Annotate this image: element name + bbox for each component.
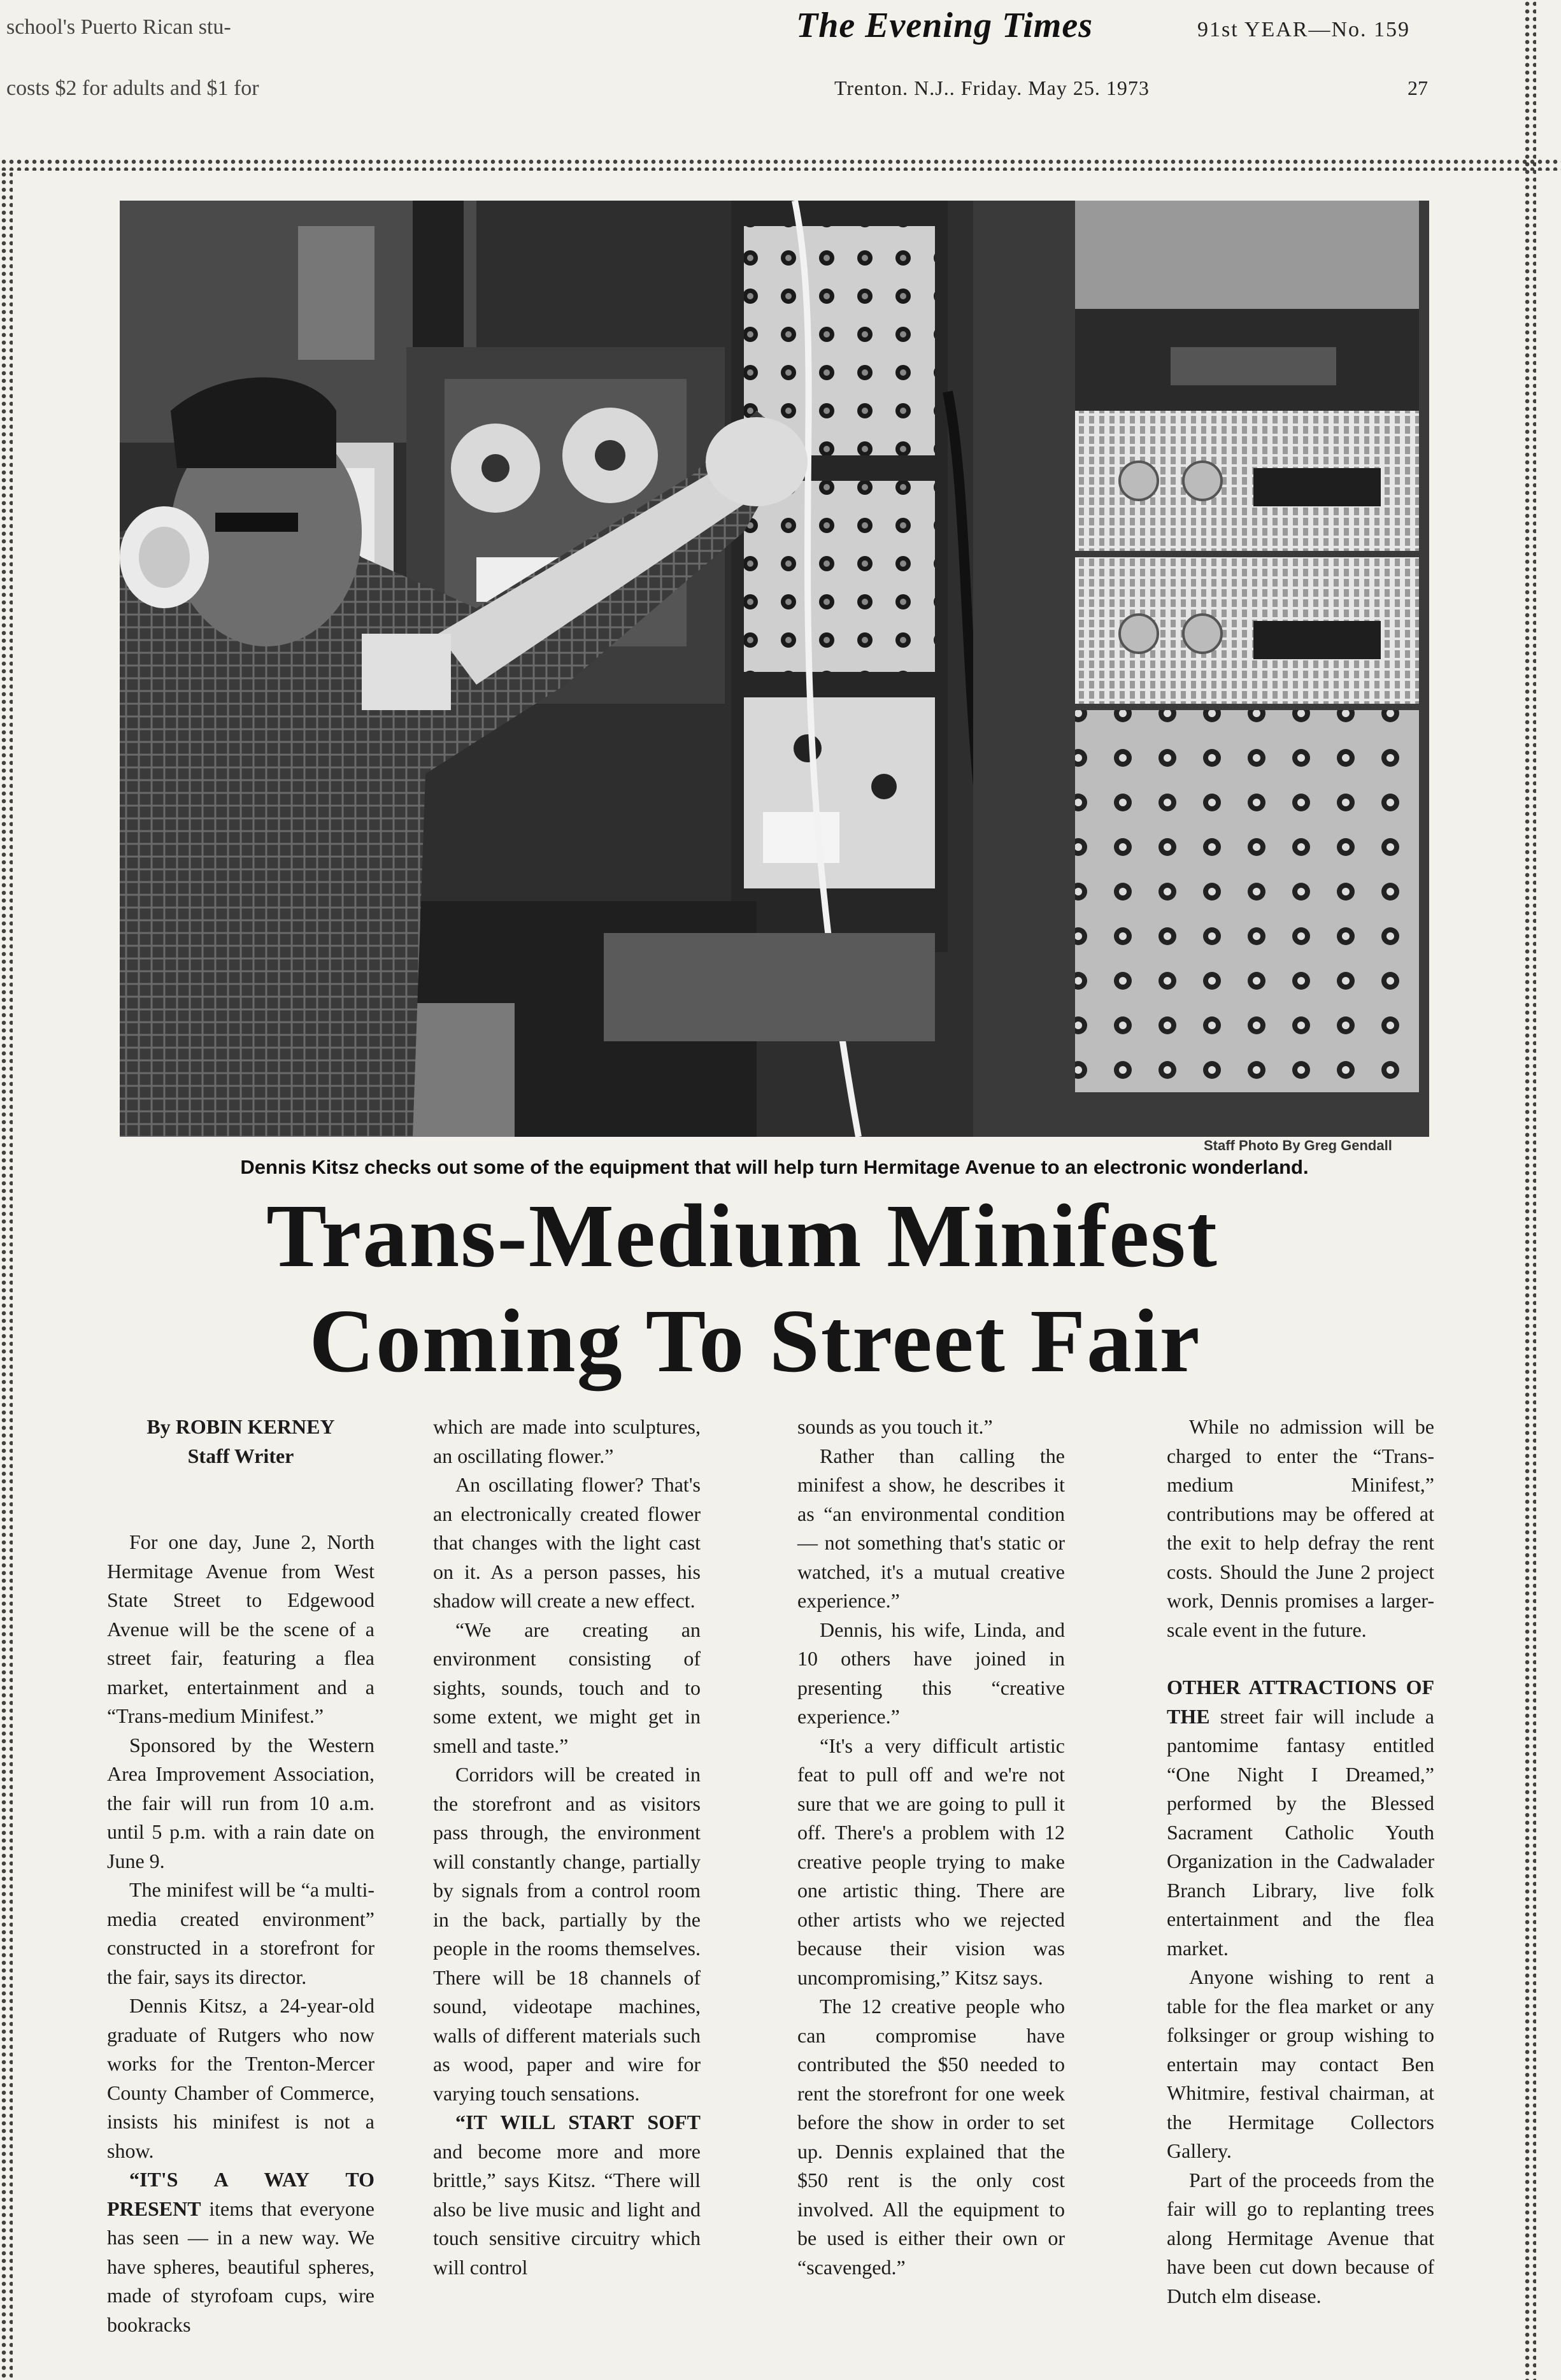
dotted-border-right (1523, 0, 1536, 2380)
fragment-line-1: school's Puerto Rican stu- (6, 15, 231, 39)
paragraph: Dennis, his wife, Linda, and 10 others have joined in presenting this “creative experience.” (797, 1618, 1065, 1728)
paragraph: “We are creating an environment consisting of sights, sounds, touch and to some extent, we might get in smell and taste.” (433, 1618, 701, 1757)
dateline: Trenton. N.J.. Friday. May 25. 1973 (834, 76, 1150, 99)
subhead-lead: “IT'S A WAY TO PRESENT (107, 2168, 374, 2220)
paragraph: “It's a very difficult artistic feat to pull off and we're not sure that we are going to pull it off. There's a problem with 12 creative people trying to make one artistic thing. There are other artists who we rejected because their vision was uncompromising,” Kitsz says. (797, 1734, 1065, 1989)
paragraph-text: and become more and more brittle,” says Kitsz. “There will also be live music and light and touch sensitive circuitry which will control (433, 2139, 701, 2279)
paragraph: Sponsored by the Western Area Improvement Association, the fair will run from 10 a.m. until 5 p.m. with a rain date on June 9. (107, 1733, 374, 1872)
paragraph-text: items that everyone has seen — in a new way. We have spheres, beautiful spheres, made of styrofoam cups, wire bookracks (107, 2197, 374, 2336)
subhead-lead: OTHER ATTRACTIONS OF THE (1167, 1676, 1434, 1728)
article-column-3 (797, 1413, 1065, 2282)
photo-caption: Dennis Kitsz checks out some of the equipment that will help turn Hermitage Avenue to an electronic wonderland. (240, 1156, 1309, 1178)
subhead-lead: “IT WILL START SOFT (455, 2111, 701, 2134)
paragraph: which are made into sculptures, an oscillating flower.” (433, 1415, 701, 1467)
paragraph: Dennis Kitsz, a 24-year-old graduate of Rutgers who now works for the Trenton-Mercer County Chamber of Commerce, insists his minifest is not a show. (107, 1994, 374, 2162)
byline-name: By ROBIN KERNEY (146, 1415, 335, 1438)
dotted-border-top (0, 158, 1561, 171)
newspaper-title: The Evening Times (796, 6, 1094, 45)
issue-number: 91st YEAR—No. 159 (1197, 18, 1411, 41)
paragraph: While no admission will be charged to enter the “Trans-medium Minifest,” contributions may be offered at the exit to help defray the rent costs. Should the June 2 project work, Dennis promises a larger-scale event in the future. (1167, 1415, 1434, 1641)
paragraph: The 12 creative people who can compromise have contributed the $50 needed to rent the storefront for one week before the show in order to set up. Dennis explained that the $50 rent is the only cost involved. All the equipment to be used is either their own or “scavenged.” (797, 1995, 1065, 2279)
photo-credit: Staff Photo By Greg Gendall (1204, 1137, 1392, 1153)
paragraph: The minifest will be “a multi-media created environment” constructed in a storefront for the fair, says its director. (107, 1878, 374, 1988)
paragraph: For one day, June 2, North Hermitage Avenue from West State Street to Edgewood Avenue will be the scene of a street fair, featuring a flea market, entertainment and a “Trans-medium Minifest.” (107, 1530, 374, 1727)
paragraph: Part of the proceeds from the fair will go to replanting trees along Hermitage Avenue that have been cut down because of Dutch elm disease. (1167, 2168, 1434, 2307)
paragraph: An oscillating flower? That's an electronically created flower that changes with the light cast on it. As a person passes, his shadow will create a new effect. (433, 1473, 701, 1612)
paragraph: Corridors will be created in the storefront and as visitors pass through, the environment will constantly change, partially by signals from a control room in the back, partially by the people in the rooms themselves. There will be 18 channels of sound, videotape machines, walls of different materials such as wood, paper and wire for varying touch sensations. (433, 1763, 701, 2105)
paragraph (107, 2165, 374, 2339)
page-number: 27 (1408, 76, 1428, 99)
paragraph: Anyone wishing to rent a table for the flea market or any folksinger or group wishing to entertain may contact Ben Whitmire, festival chairman, at the Hermitage Collectors Gallery. (1167, 1965, 1434, 2162)
paragraph (1167, 1673, 1434, 1963)
paragraph-text: street fair will include a pantomime fantasy entitled “One Night I Dreamed,” performed by the Blessed Sacrament Catholic Youth Organization in the Cadwalader Branch Library, live folk entertainment and the flea market. (1167, 1704, 1434, 1960)
previous-article-fragment (6, 14, 259, 136)
byline-title: Staff Writer (187, 1444, 294, 1467)
headline-line-1: Trans-Medium Minifest (266, 1185, 1218, 1286)
article-column-1 (107, 1413, 374, 2339)
paragraph: sounds as you touch it.” (797, 1415, 993, 1438)
paragraph (433, 2108, 701, 2282)
article-column-4 (1167, 1413, 1434, 2311)
headline-line-2: Coming To Street Fair (309, 1290, 1201, 1391)
article-column-2 (433, 1413, 701, 2282)
paragraph: Rather than calling the minifest a show, he describes it as “an environmental condition — not something that's static or watched, it's a mutual creative experience.” (797, 1444, 1065, 1612)
equipment-photo (120, 201, 1429, 1137)
fragment-line-2: costs $2 for adults and $1 for (6, 76, 259, 100)
